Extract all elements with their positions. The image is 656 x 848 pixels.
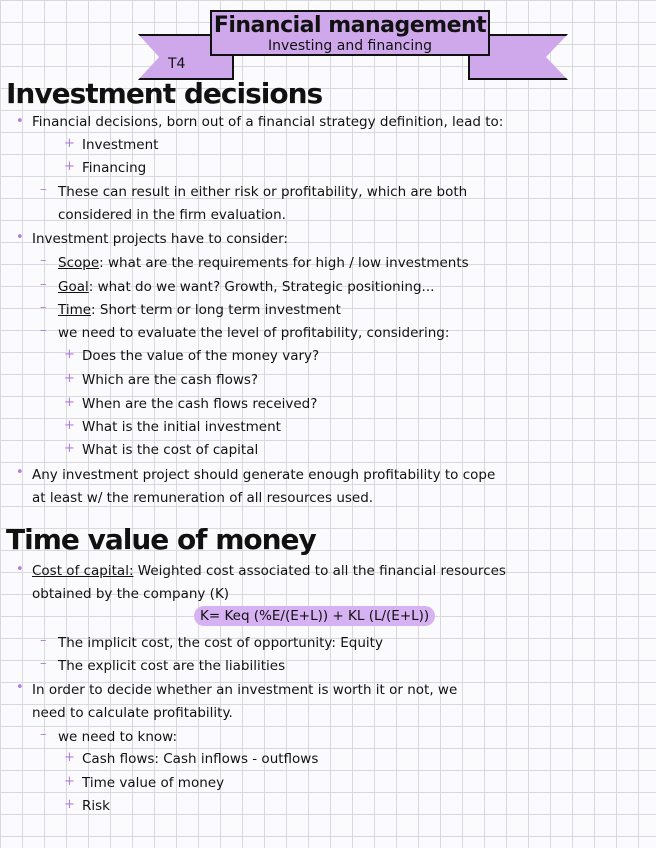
- bullet-dash: –: [40, 656, 47, 671]
- note-line: Investment projects have to consider:: [32, 231, 288, 247]
- note-line: Does the value of the money vary?: [82, 348, 320, 364]
- bullet-dash: –: [40, 323, 47, 338]
- note-line: [58, 300, 341, 320]
- time-text: : Short term or long term investment: [91, 302, 341, 318]
- note-line: at least w/ the remuneration of all resources used.: [32, 490, 374, 506]
- bullet-plus: +: [64, 347, 75, 362]
- bullet-dash: –: [40, 253, 47, 268]
- time-label: Time: [58, 302, 92, 318]
- banner-title: Financial management: [213, 13, 487, 38]
- bullet-dash: –: [40, 277, 47, 292]
- note-line: Cash flows: Cash inflows - outflows: [82, 751, 319, 767]
- note-line: [58, 277, 434, 297]
- note-line: When are the cash flows received?: [82, 396, 318, 412]
- note-line: Risk: [82, 798, 110, 814]
- note-line: considered in the firm evaluation.: [58, 207, 286, 223]
- bullet-dot: •: [16, 562, 24, 577]
- note-line: These can result in either risk or profitability, which are both: [58, 184, 468, 200]
- note-line: we need to evaluate the level of profitability, considering:: [58, 325, 450, 341]
- goal-text: : what do we want? Growth, Strategic positioning...: [88, 279, 435, 295]
- note-line: need to calculate profitability.: [32, 705, 233, 721]
- bullet-plus: +: [64, 774, 75, 789]
- bullet-plus: +: [64, 159, 75, 174]
- title-banner: [210, 10, 490, 56]
- bullet-dash: –: [40, 727, 47, 742]
- note-line: Investment: [82, 137, 159, 153]
- section-heading-time-value: Time value of money: [6, 523, 316, 556]
- note-line: Financing: [82, 160, 147, 176]
- scope-text: : what are the requirements for high / low investments: [99, 255, 469, 271]
- bullet-dot: •: [16, 465, 24, 480]
- note-line: In order to decide whether an investment is worth it or not, we: [32, 682, 458, 698]
- bullet-dash: –: [40, 633, 47, 648]
- note-line: Which are the cash flows?: [82, 372, 259, 388]
- bullet-dash: –: [40, 182, 47, 197]
- note-line: [32, 561, 506, 581]
- note-line: What is the cost of capital: [82, 442, 259, 458]
- coc-text: Weighted cost associated to all the financial resources: [133, 563, 506, 579]
- note-line: Financial decisions, born out of a financial strategy definition, lead to:: [32, 114, 504, 130]
- bullet-plus: +: [64, 750, 75, 765]
- bullet-plus: +: [64, 136, 75, 151]
- note-line: obtained by the company (K): [32, 586, 230, 602]
- bullet-plus: +: [64, 371, 75, 386]
- bullet-dash: –: [40, 300, 47, 315]
- bullet-plus: +: [64, 441, 75, 456]
- note-line: [58, 253, 469, 273]
- note-line: Time value of money: [82, 775, 225, 791]
- scope-label: Scope: [58, 255, 100, 271]
- bullet-dot: •: [16, 230, 24, 245]
- bullet-dot: •: [16, 680, 24, 695]
- bullet-plus: +: [64, 418, 75, 433]
- coc-label: Cost of capital:: [32, 563, 134, 579]
- bullet-plus: +: [64, 395, 75, 410]
- formula-highlight: K= Keq (%E/(E+L)) + KL (L/(E+L)): [194, 606, 435, 626]
- banner-subtitle: Investing and financing: [267, 38, 433, 54]
- note-line: Any investment project should generate enough profitability to cope: [32, 467, 496, 483]
- topic-tag: T4: [168, 56, 186, 72]
- bullet-dot: •: [16, 114, 24, 129]
- note-line: What is the initial investment: [82, 419, 281, 435]
- section-heading-investment: Investment decisions: [6, 77, 323, 110]
- bullet-plus: +: [64, 797, 75, 812]
- note-line: The implicit cost, the cost of opportunity: Equity: [58, 635, 383, 651]
- note-line: The explicit cost are the liabilities: [58, 658, 286, 674]
- note-line: we need to know:: [58, 729, 177, 745]
- goal-label: Goal: [58, 279, 89, 295]
